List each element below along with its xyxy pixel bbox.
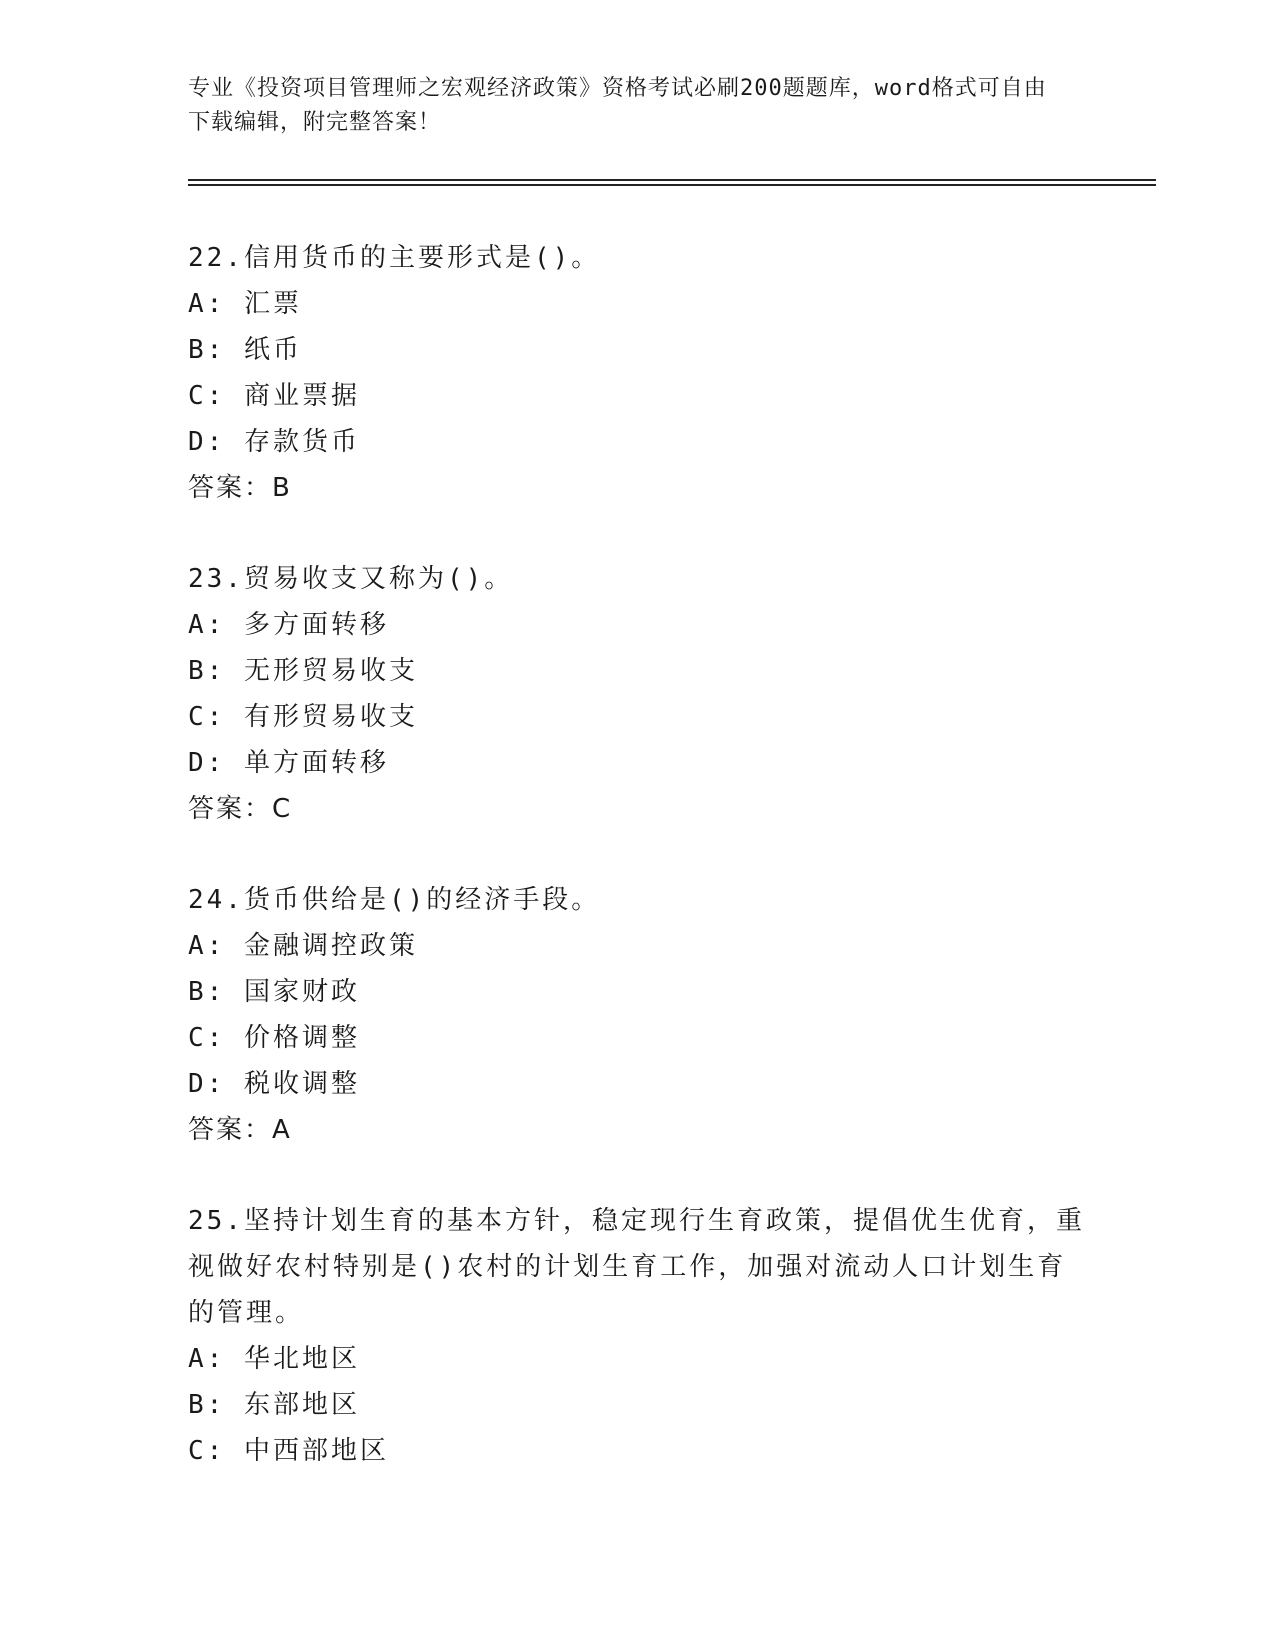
answer: 答案：C	[188, 794, 293, 824]
option-c: C: 有形贸易收支	[188, 702, 418, 732]
option-a: A: 汇票	[188, 289, 302, 319]
option-d: D: 税收调整	[188, 1069, 360, 1099]
answer: 答案：B	[188, 473, 292, 503]
option-b: B: 无形贸易收支	[188, 656, 418, 686]
option-c: C: 商业票据	[188, 381, 360, 411]
option-a: A: 多方面转移	[188, 610, 389, 640]
question-23	[188, 556, 1088, 832]
document-header: 专业《投资项目管理师之宏观经济政策》资格考试必刷200题题库，word格式可自由下载编辑，附完整答案！	[188, 76, 1047, 135]
option-b: B: 国家财政	[188, 977, 360, 1007]
option-a: A: 华北地区	[188, 1344, 360, 1374]
header-divider-top	[188, 179, 1156, 181]
option-c: C: 价格调整	[188, 1023, 360, 1053]
answer: 答案：A	[188, 1115, 292, 1145]
question-25	[188, 1198, 1088, 1474]
option-d: D: 单方面转移	[188, 748, 389, 778]
question-24	[188, 877, 1088, 1153]
option-b: B: 东部地区	[188, 1390, 360, 1420]
question-stem: 23.贸易收支又称为()。	[188, 564, 514, 594]
question-stem: 22.信用货币的主要形式是()。	[188, 243, 601, 273]
option-b: B: 纸币	[188, 335, 302, 365]
question-stem: 24.货币供给是()的经济手段。	[188, 885, 601, 915]
option-a: A: 金融调控政策	[188, 931, 418, 961]
option-c: C: 中西部地区	[188, 1436, 389, 1466]
question-stem: 25.坚持计划生育的基本方针，稳定现行生育政策，提倡优生优育，重视做好农村特别是()农村的计划生育工作，加强对流动人口计划生育的管理。	[188, 1206, 1085, 1328]
option-d: D: 存款货币	[188, 427, 360, 457]
question-22	[188, 235, 1088, 511]
header-divider-bottom	[188, 184, 1156, 186]
